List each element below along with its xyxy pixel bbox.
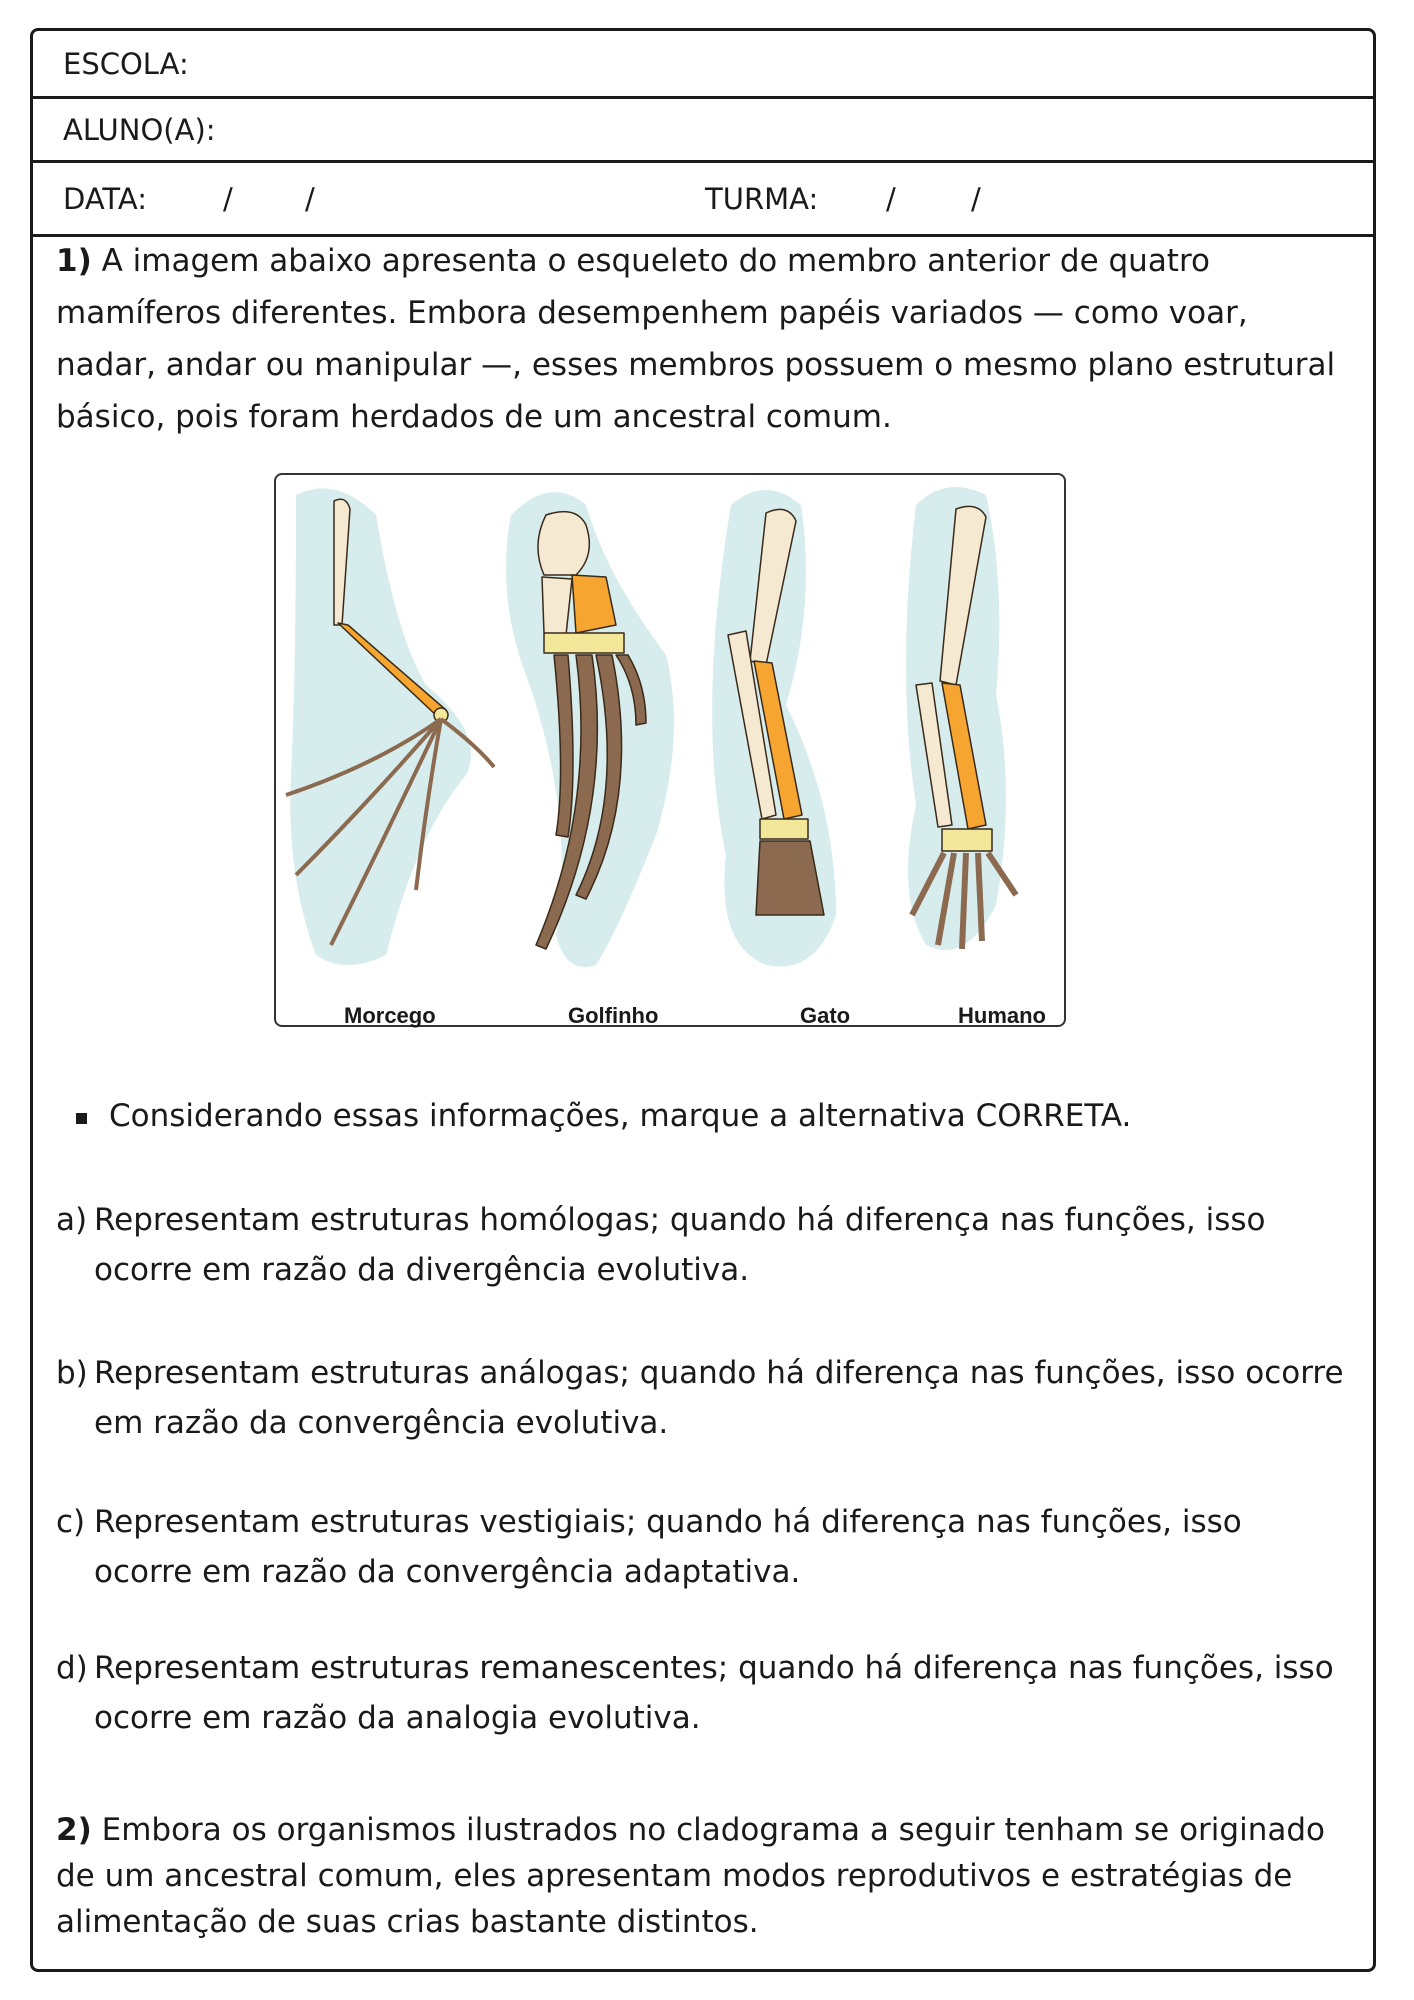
option-text: Representam estruturas remanescentes; quando há diferença nas funções, isso ocorre em razão da analogia evolutiva. (94, 1650, 1334, 1736)
bat-blob (290, 488, 471, 965)
question-2 (56, 1807, 1346, 1945)
option-text: Representam estruturas vestigiais; quando há diferença nas funções, isso ocorre em razão da convergência adaptativa. (94, 1504, 1242, 1590)
turma-slash: / (971, 181, 981, 216)
option-letter: c) (56, 1504, 86, 1540)
question-1-number: 1) (56, 243, 92, 279)
label-humano: Humano (958, 1003, 1046, 1028)
dolphin-ulna (542, 577, 572, 635)
option-d[interactable] (56, 1643, 1346, 1743)
label-morcego: Morcego (344, 1003, 436, 1028)
option-letter: a) (56, 1202, 88, 1238)
escola-label: ESCOLA: (63, 46, 189, 81)
bullet-square-icon (76, 1113, 87, 1124)
header-data-turma-row[interactable] (33, 163, 1373, 237)
option-text: Representam estruturas análogas; quando há diferença nas funções, isso ocorre em razão da convergência evolutiva. (94, 1355, 1344, 1441)
date-slash: / (305, 181, 315, 216)
header-aluno-row[interactable] (33, 99, 1373, 163)
question-1 (56, 235, 1356, 443)
data-label: DATA: (63, 181, 147, 216)
forelimb-illustration (276, 475, 1068, 1029)
label-gato: Gato (800, 1003, 851, 1028)
human-digit-4 (978, 853, 982, 941)
forelimb-skeleton-figure (274, 473, 1066, 1027)
label-golfinho: Golfinho (568, 1003, 659, 1028)
instruction-bullet (76, 1098, 1131, 1134)
option-letter: d) (56, 1650, 88, 1686)
header-escola-row[interactable] (33, 31, 1373, 99)
question-1-text: A imagem abaixo apresenta o esqueleto do membro anterior de quatro mamíferos diferentes. Embora desempenhem papéis variados — como voar, nadar, andar ou manipular —, esses membros possuem o mesmo plano estrutural básico, pois foram herdados de um ancestral comum. (56, 243, 1336, 435)
instruction-text: Considerando essas informações, marque a alternativa CORRETA. (109, 1098, 1132, 1134)
option-a[interactable] (56, 1195, 1346, 1295)
option-b[interactable] (56, 1348, 1346, 1448)
option-text: Representam estruturas homólogas; quando há diferença nas funções, isso ocorre em razão da divergência evolutiva. (94, 1202, 1266, 1288)
human-digit-3 (962, 853, 966, 949)
option-letter: b) (56, 1355, 88, 1391)
option-c[interactable] (56, 1497, 1346, 1597)
turma-label: TURMA: (705, 181, 819, 216)
turma-slash: / (886, 181, 896, 216)
date-slash: / (223, 181, 233, 216)
dolphin-humerus (538, 512, 589, 575)
question-2-text: Embora os organismos ilustrados no cladograma a seguir tenham se originado de um ancestral comum, eles apresentam modos reprodutivos e estratégias de alimentação de suas crias bastante distintos. (56, 1812, 1325, 1940)
question-2-number: 2) (56, 1812, 92, 1848)
aluno-label: ALUNO(A): (63, 112, 216, 147)
